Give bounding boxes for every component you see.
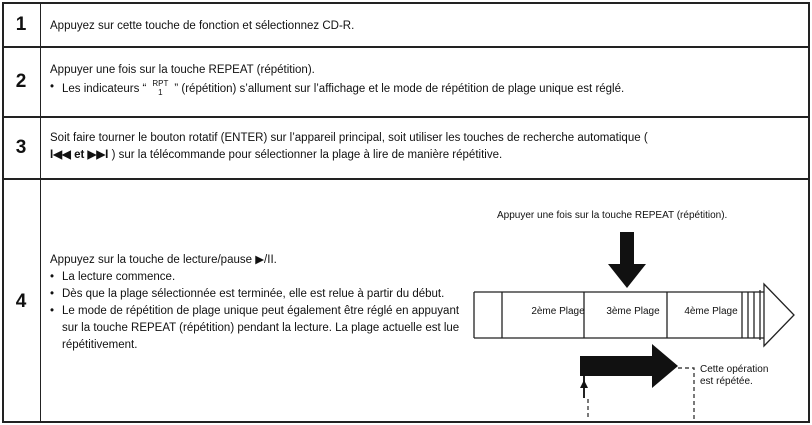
track-3: 3ème Plage (606, 306, 660, 317)
step-text: Appuyer une fois sur la touche REPEAT (répétition). (50, 64, 315, 76)
rpt-indicator: RPT 1 (152, 79, 169, 97)
step-row-3 (2, 116, 810, 178)
track-2: 2ème Plage (531, 306, 585, 317)
step-bullet: • Les indicateurs “ RPT 1 ” (répétition) s’allument sur l’affichage et le mode de répétition de plage unique est réglé. (50, 79, 625, 97)
step-bullet: • Le mode de répétition de plage unique peut également être réglé en appuyant sur la touche REPEAT (répétition) pendant la lecture. La plage actuelle est lue répétitivement. (50, 305, 460, 351)
instruction-table (2, 2, 810, 423)
step-text: Appuyez sur cette touche de fonction et sélectionnez CD-R. (50, 20, 355, 32)
step-number: 4 (2, 180, 41, 423)
diagram-caption: Appuyer une fois sur la touche REPEAT (répétition). (497, 210, 728, 221)
step-text: Soit faire tourner le bouton rotatif (ENTER) sur l’appareil principal, soit utiliser les touches de recherche automatique ( (50, 132, 648, 144)
bullet-text-post: ” (répétition) s’allument sur l’affichage et le mode de répétition de plage unique est réglé. (174, 83, 625, 95)
bullet-text-pre: Les indicateurs “ (62, 83, 147, 95)
track-4: 4ème Plage (684, 306, 738, 317)
repeat-note: Cette opération est répétée. (700, 364, 769, 387)
down-arrow-head (608, 264, 646, 288)
search-keys-icon: I◀◀ et ▶▶I (50, 149, 109, 161)
step-row-2 (2, 46, 810, 116)
step-text-cont: ) sur la télécommande pour sélectionner la plage à lire de manière répétitive. (111, 149, 503, 161)
step-bullet: • La lecture commence. (50, 271, 176, 283)
step-content (50, 62, 802, 98)
step-content (50, 252, 460, 354)
step-number: 3 (2, 118, 41, 178)
step-row-1 (2, 2, 810, 46)
step-number: 2 (2, 48, 41, 116)
down-arrow-shaft (620, 232, 634, 264)
step-bullet: • Dès que la plage sélectionnée est terminée, elle est relue à partir du début. (50, 288, 445, 300)
step-row-4 (2, 178, 810, 423)
repeat-diagram (472, 220, 808, 420)
step-number: 1 (2, 4, 41, 46)
step-text: Appuyez sur la touche de lecture/pause ▶/II. (50, 254, 277, 266)
step-content (50, 130, 802, 164)
